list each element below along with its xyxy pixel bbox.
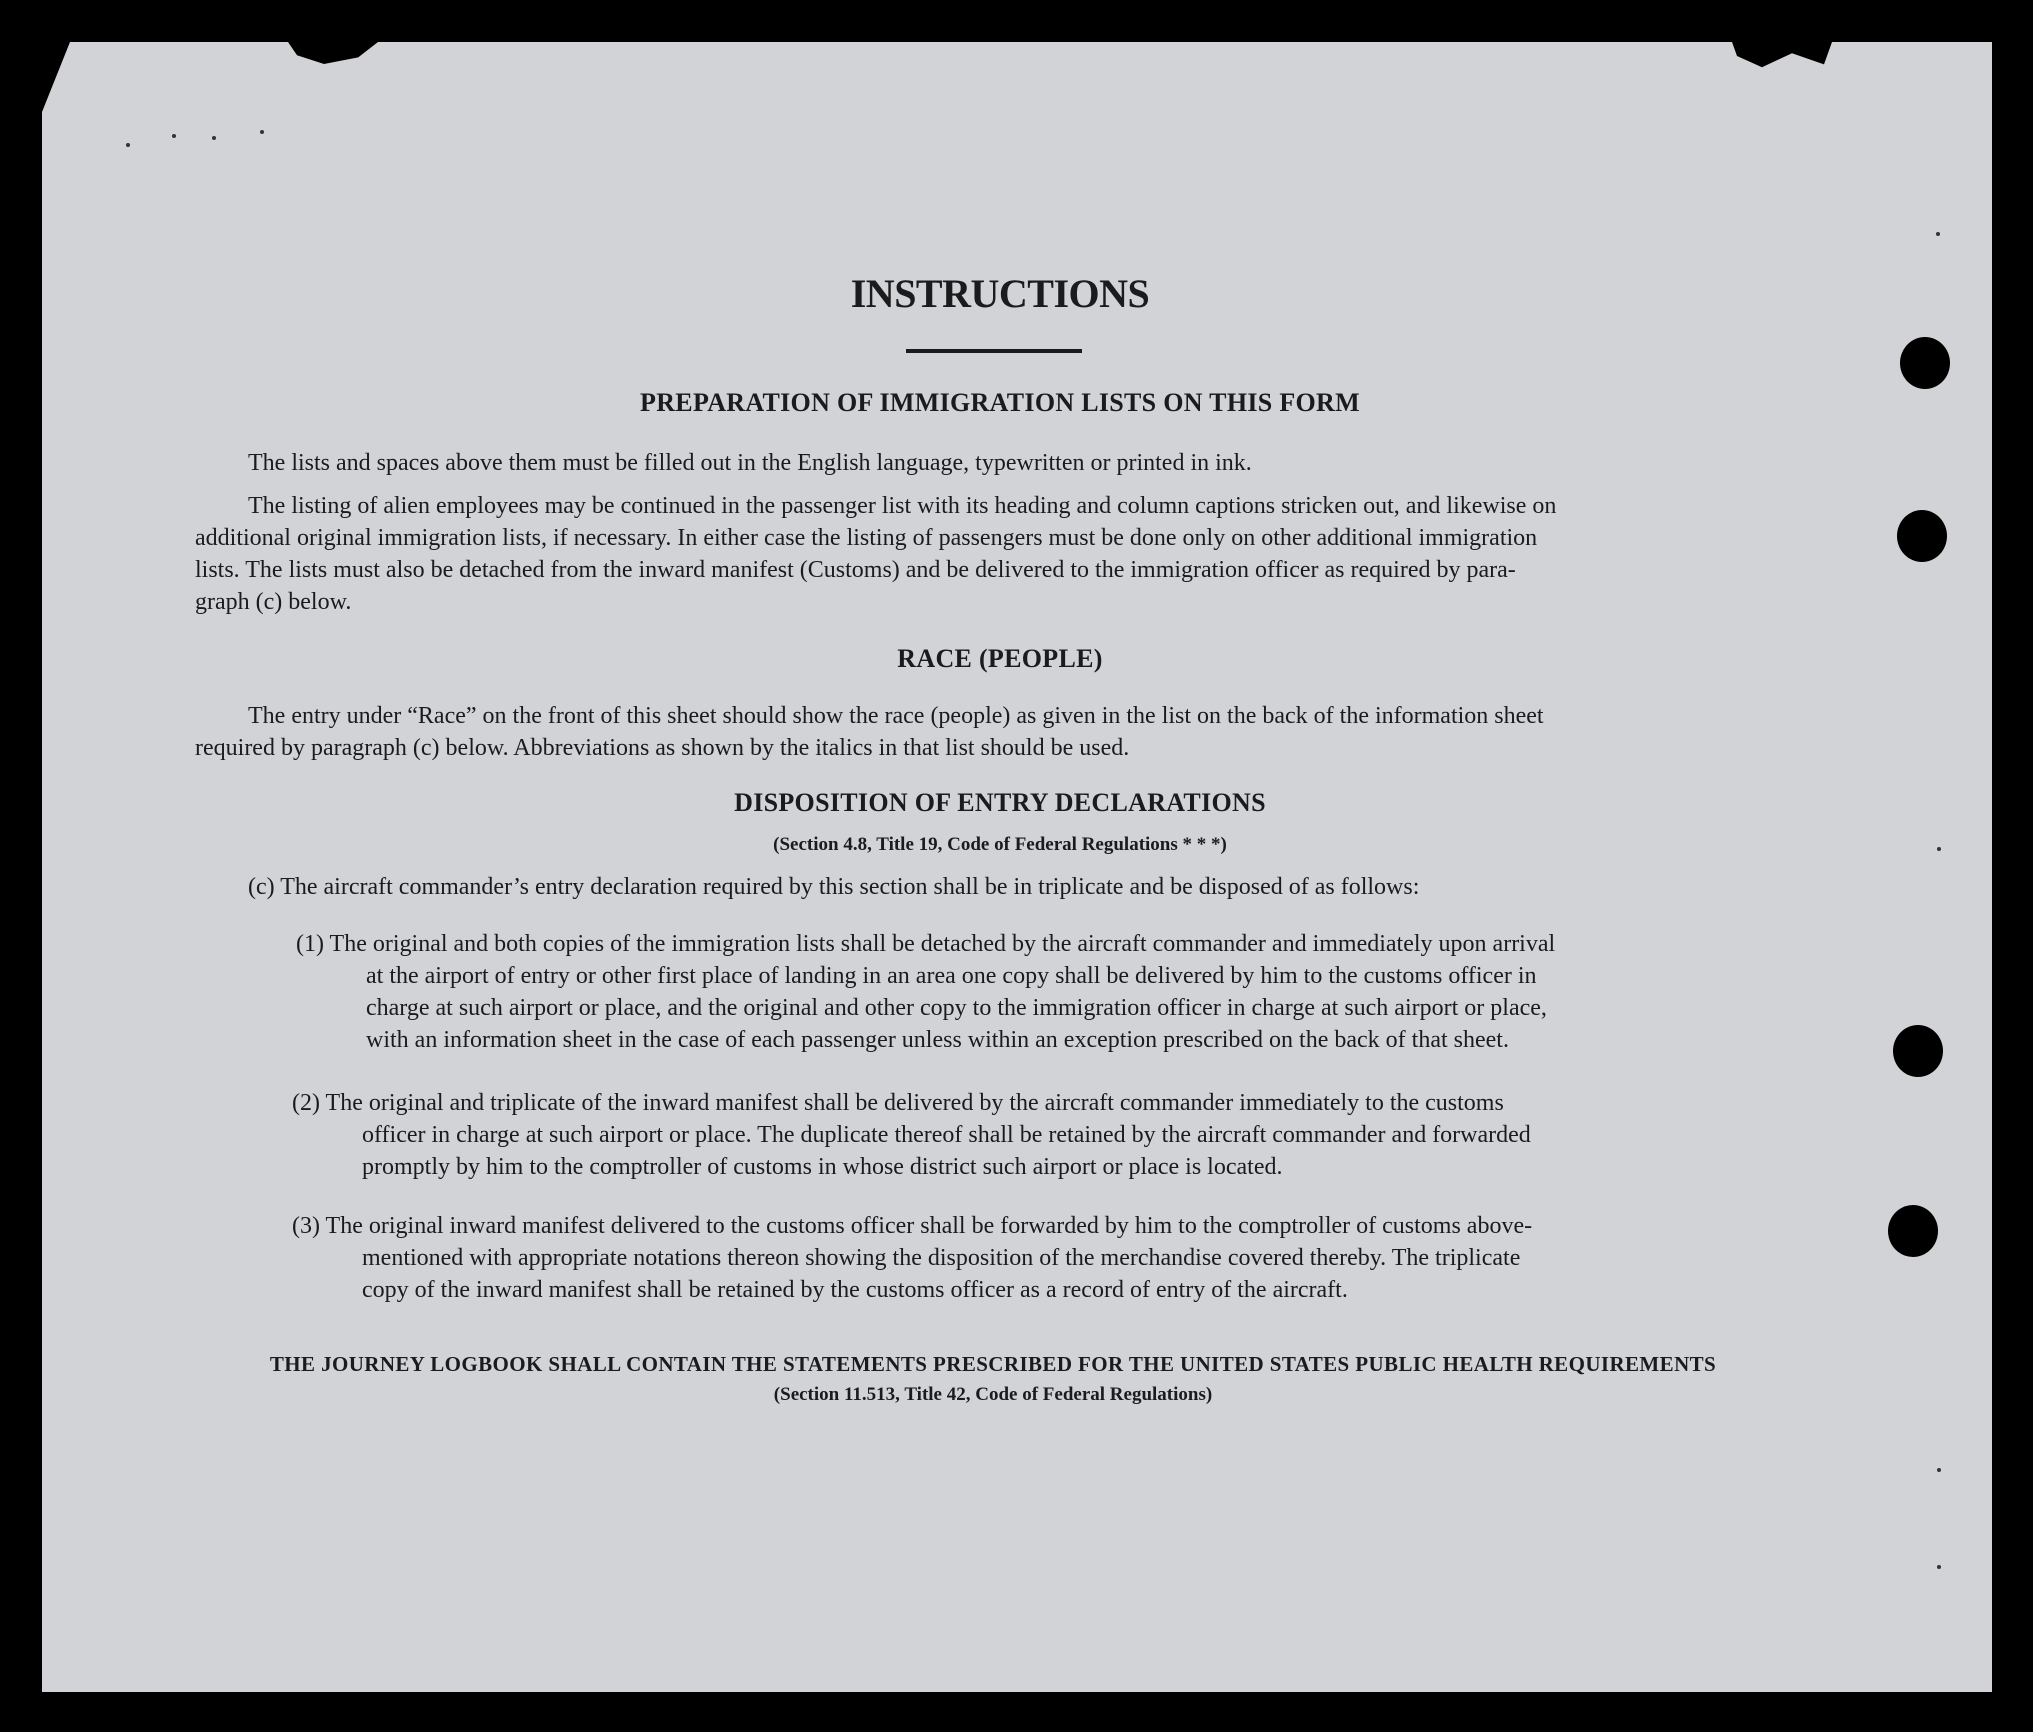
paragraph-line: required by paragraph (c) below. Abbreviations as shown by the italics in that list should be used.	[195, 735, 1130, 761]
paragraph-line: graph (c) below.	[195, 589, 352, 615]
public-health-citation: (Section 11.513, Title 42, Code of Federal Regulations)	[773, 1384, 1213, 1405]
list-item-3	[292, 1210, 1806, 1306]
paragraph-line: The lists and spaces above them must be filled out in the English language, typewritten or printed in ink.	[248, 450, 1252, 476]
list-item-line: (1) The original and both copies of the immigration lists shall be detached by the aircraft commander and immediately upon arrival	[296, 931, 1556, 957]
paragraph-entry-declaration-intro	[248, 871, 1808, 903]
paragraph-race-entry	[195, 700, 1803, 764]
list-item-line: (2) The original and triplicate of the inward manifest shall be delivered by the aircraft commander immediately to the customs	[292, 1090, 1504, 1116]
section-heading-preparation: PREPARATION OF IMMIGRATION LISTS ON THIS FORM	[640, 388, 1360, 417]
list-item-1	[296, 928, 1806, 1056]
list-item-line: at the airport of entry or other first place of landing in an area one copy shall be delivered by him to the customs officer in	[366, 963, 1537, 989]
list-item-line: officer in charge at such airport or place. The duplicate thereof shall be retained by the aircraft commander and forwarded	[362, 1122, 1531, 1148]
paragraph-english-language	[248, 447, 1808, 479]
paragraph-alien-employees	[195, 490, 1803, 618]
list-item-line: promptly by him to the comptroller of customs in whose district such airport or place is located.	[362, 1154, 1283, 1180]
section-heading-disposition: DISPOSITION OF ENTRY DECLARATIONS	[734, 788, 1266, 817]
public-health-statement: THE JOURNEY LOGBOOK SHALL CONTAIN THE STATEMENTS PRESCRIBED FOR THE UNITED STATES PUBLIC HEALTH REQUIREMENTS	[269, 1352, 1717, 1376]
paragraph-line: (c) The aircraft commander’s entry declaration required by this section shall be in triplicate and be disposed of as follows:	[248, 874, 1420, 900]
section-citation: (Section 4.8, Title 19, Code of Federal Regulations * * *)	[773, 834, 1227, 855]
list-item-line: (3) The original inward manifest delivered to the customs officer shall be forwarded by him to the comptroller of customs above-	[292, 1213, 1533, 1239]
list-item-line: mentioned with appropriate notations thereon showing the disposition of the merchandise covered thereby. The triplicate	[362, 1245, 1521, 1271]
list-item-2	[292, 1087, 1806, 1183]
paragraph-line: lists. The lists must also be detached from the inward manifest (Customs) and be delivered to the immigration officer as required by para-	[195, 557, 1516, 583]
list-item-line: with an information sheet in the case of each passenger unless within an exception prescribed on the back of that sheet.	[366, 1027, 1509, 1053]
paragraph-line: The entry under “Race” on the front of this sheet should show the race (people) as given in the list on the back of the information sheet	[248, 703, 1544, 729]
list-item-line: charge at such airport or place, and the original and other copy to the immigration officer in charge at such airport or place,	[366, 995, 1547, 1021]
list-item-line: copy of the inward manifest shall be retained by the customs officer as a record of entry of the aircraft.	[362, 1277, 1348, 1303]
document-title: INSTRUCTIONS	[850, 271, 1150, 316]
paragraph-line: additional original immigration lists, if necessary. In either case the listing of passengers must be done only on other additional immigration	[195, 525, 1538, 551]
title-underline	[906, 349, 1082, 353]
section-heading-race: RACE (PEOPLE)	[897, 644, 1103, 673]
paragraph-line: The listing of alien employees may be continued in the passenger list with its heading and column captions stricken out, and likewise on	[248, 493, 1557, 519]
